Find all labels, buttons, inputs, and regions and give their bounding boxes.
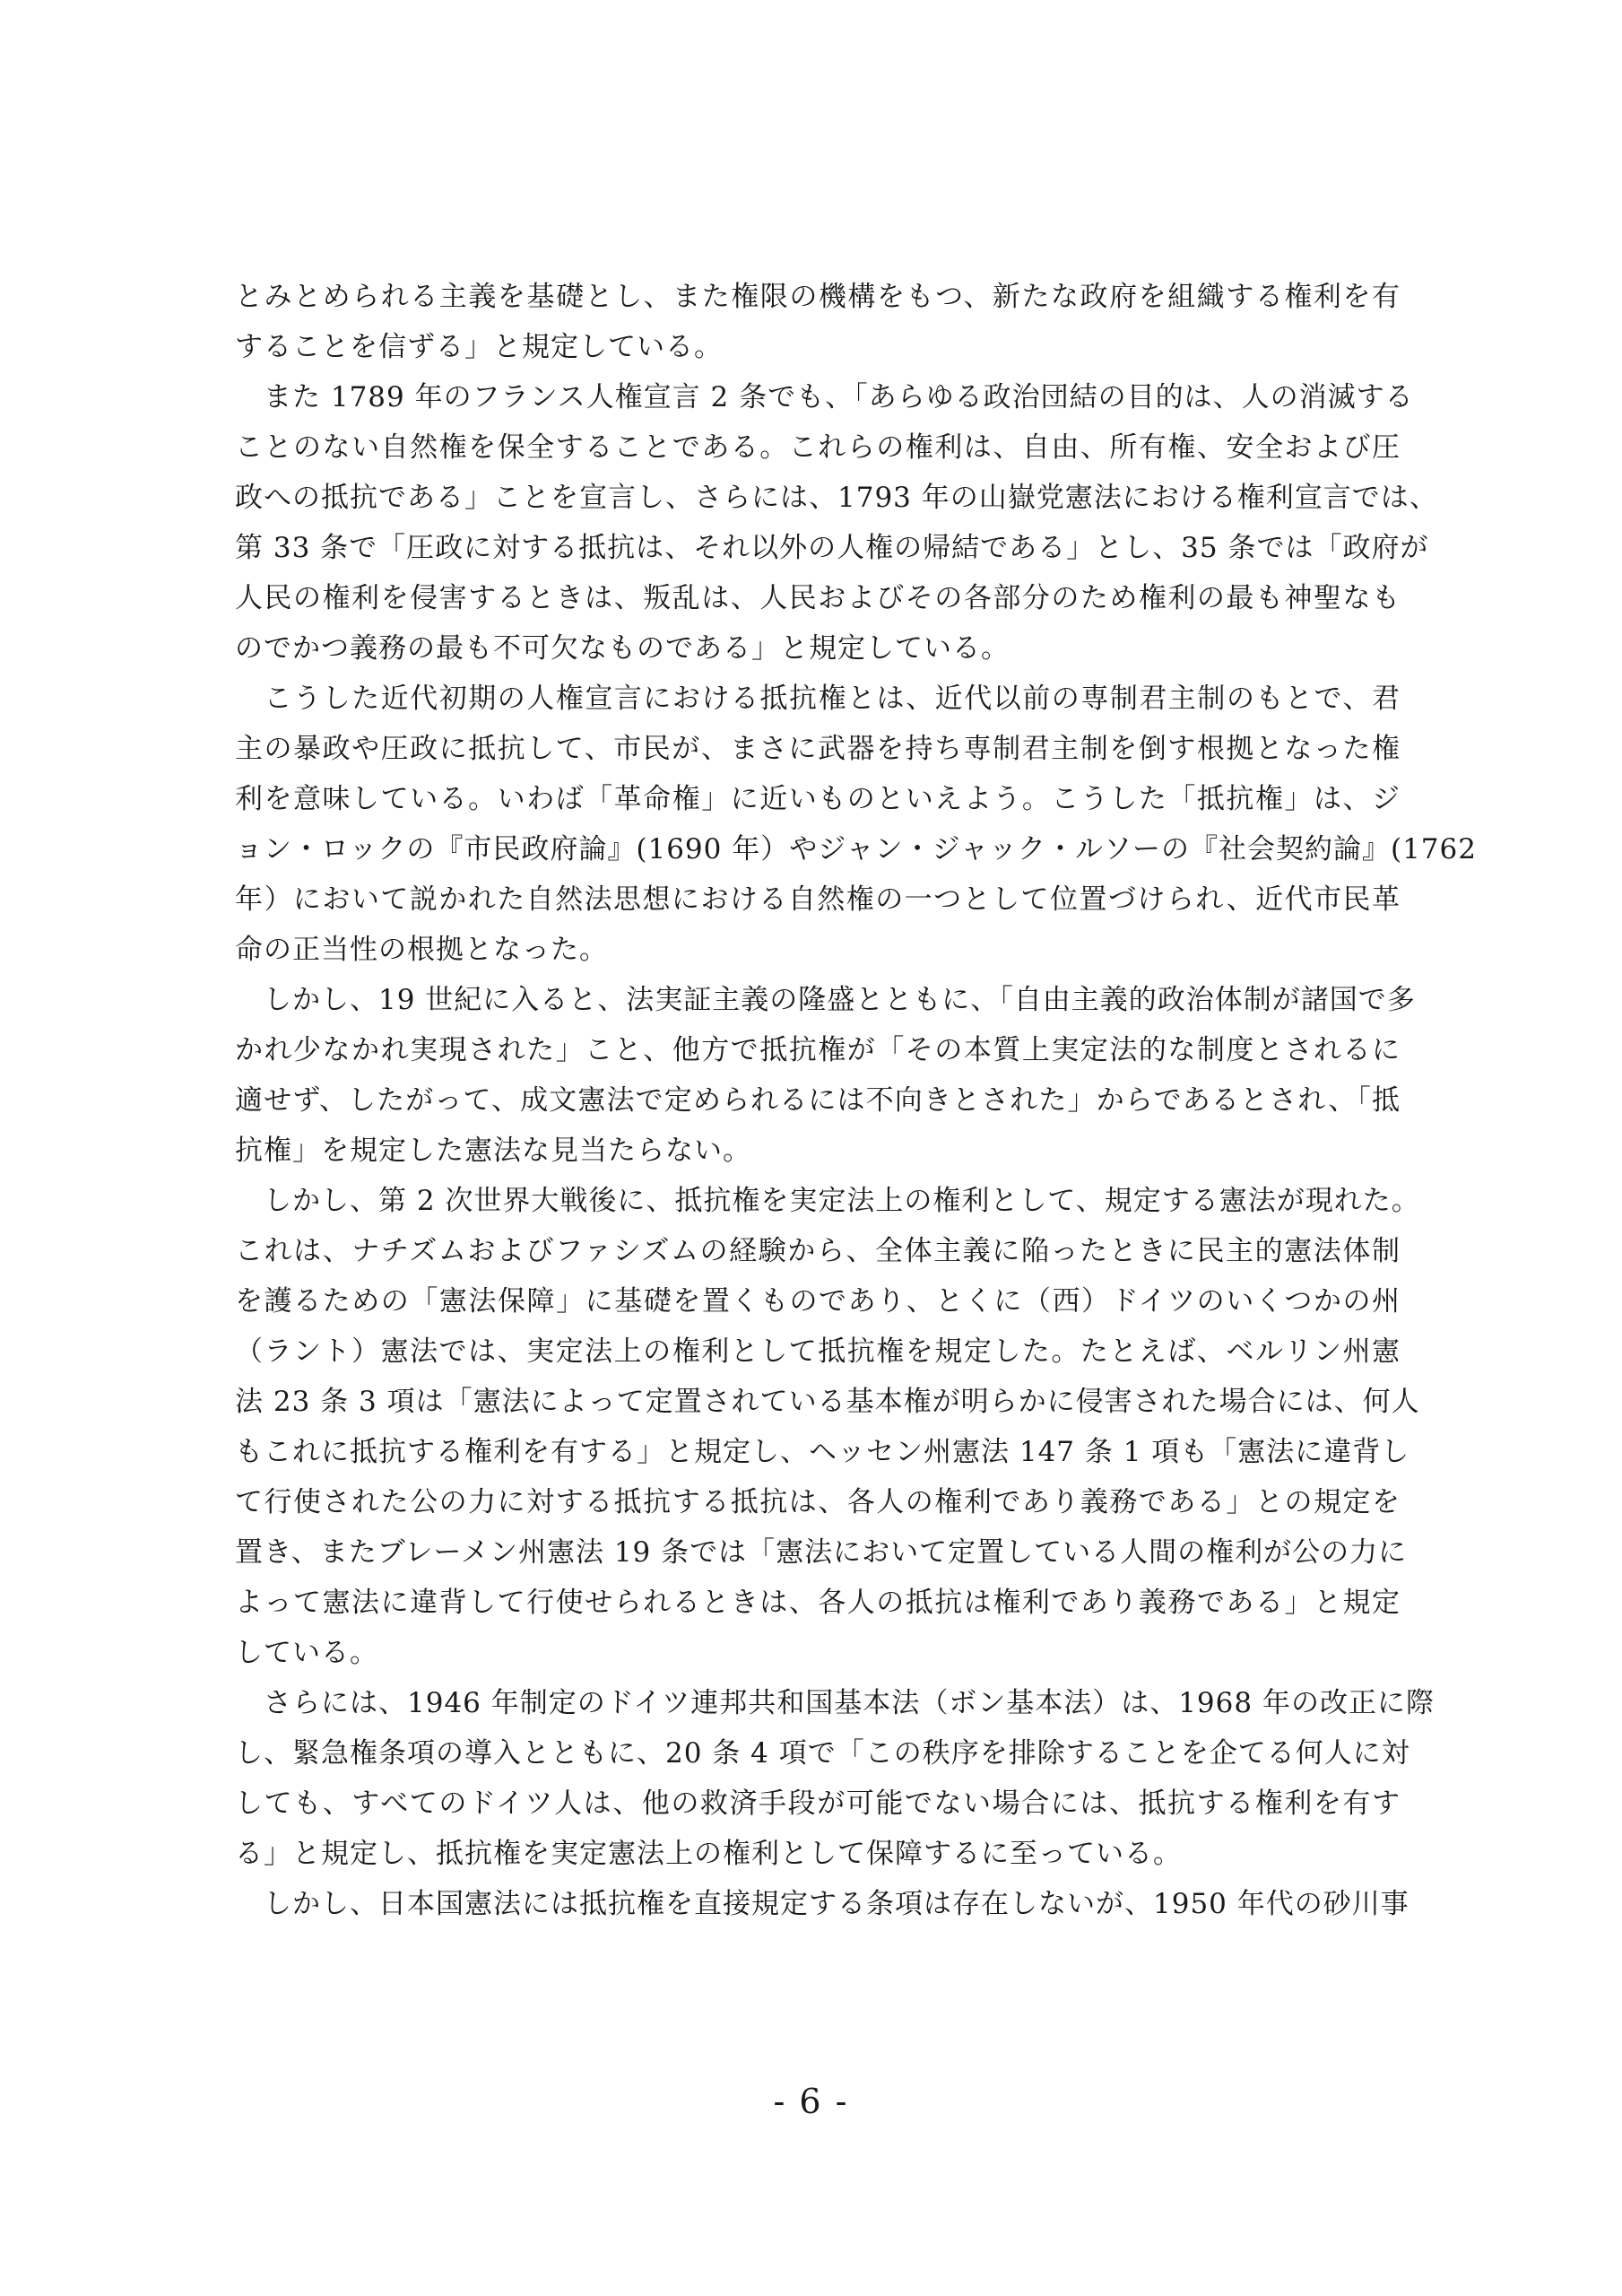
- text-line: 置き、またブレーメン州憲法 19 条では「憲法において定置している人間の権利が公の力に: [235, 1536, 1408, 1569]
- text-line: ョン・ロックの『市民政府論』(1690 年）やジャン・ジャック・ルソーの『社会契約論』(1762: [235, 833, 1477, 865]
- text-line: （ラント）憲法では、実定法上の権利として抵抗権を規定した。たとえば、ベルリン州憲: [235, 1335, 1401, 1368]
- text-line: 年）において説かれた自然法思想における自然権の一つとして位置づけられ、近代市民革: [235, 883, 1401, 916]
- text-line: のでかつ義務の最も不可欠なものである」と規定している。: [235, 632, 1010, 665]
- body-text: [235, 272, 1477, 1929]
- text-line: る」と規定し、抵抗権を実定憲法上の権利として保障するに至っている。: [235, 1838, 1182, 1870]
- text-line: こうした近代初期の人権宣言における抵抗権とは、近代以前の専制君主制のもとで、君: [235, 683, 1401, 715]
- text-line: 抗権」を規定した憲法な見当たらない。: [235, 1135, 751, 1167]
- text-line: とみとめられる主義を基礎とし、また権限の機構をもつ、新たな政府を組織する権利を有: [235, 281, 1401, 313]
- text-line: しかし、19 世紀に入ると、法実証主義の隆盛とともに、「自由主義的政治体制が諸国で多: [235, 984, 1416, 1016]
- text-line: また 1789 年のフランス人権宣言 2 条でも、「あらゆる政治団結の目的は、人の消滅する: [235, 381, 1414, 413]
- text-line: もこれに抵抗する権利を有する」と規定し、ヘッセン州憲法 147 条 1 項も「憲法に違背し: [235, 1436, 1410, 1468]
- text-line: さらには、1946 年制定のドイツ連邦共和国基本法（ボン基本法）は、1968 年の改正に際: [235, 1687, 1435, 1719]
- text-line: これは、ナチズムおよびファシズムの経験から、全体主義に陥ったときに民主的憲法体制: [235, 1235, 1401, 1267]
- text-line: かれ少なかれ実現された」こと、他方で抵抗権が「その本質上実定法的な制度とされるに: [235, 1034, 1401, 1066]
- text-line: しかし、第 2 次世界大戦後に、抵抗権を実定法上の権利として、規定する憲法が現れた。: [235, 1185, 1420, 1217]
- text-line: しかし、日本国憲法には抵抗権を直接規定する条項は存在しないが、1950 年代の砂川事: [235, 1888, 1409, 1920]
- text-line: 第 33 条で「圧政に対する抵抗は、それ以外の人権の帰結である」とし、35 条では「政府が: [235, 532, 1429, 564]
- text-line: 政への抵抗である」ことを宣言し、さらには、1793 年の山嶽党憲法における権利宣言では、: [235, 482, 1438, 514]
- text-line: 法 23 条 3 項は「憲法によって定置されている基本権が明らかに侵害された場合には、何人: [235, 1386, 1420, 1418]
- text-line: 利を意味している。いわば「革命権」に近いものといえよう。こうした「抵抗権」は、ジ: [235, 783, 1401, 815]
- text-line: よって憲法に違背して行使せられるときは、各人の抵抗は権利であり義務である」と規定: [235, 1587, 1401, 1619]
- text-line: し、緊急権条項の導入とともに、20 条 4 項で「この秩序を排除することを企てる何人に対: [235, 1737, 1410, 1770]
- text-line: ことのない自然権を保全することである。これらの権利は、自由、所有権、安全および圧: [235, 431, 1401, 464]
- page-number: - 6 -: [773, 2082, 849, 2121]
- text-line: 命の正当性の根拠となった。: [235, 934, 608, 966]
- text-line: 人民の権利を侵害するときは、叛乱は、人民およびその各部分のため権利の最も神聖なも: [235, 582, 1401, 614]
- text-line: 主の暴政や圧政に抵抗して、市民が、まさに武器を持ち専制君主制を倒す根拠となった権: [235, 733, 1401, 765]
- text-line: て行使された公の力に対する抵抗する抵抗は、各人の権利であり義務である」との規定を: [235, 1486, 1401, 1518]
- text-line: を護るための「憲法保障」に基礎を置くものであり、とくに（西）ドイツのいくつかの州: [235, 1285, 1401, 1318]
- text-line: 適せず、したがって、成文憲法で定められるには不向きとされた」からであるとされ、「抵: [235, 1084, 1401, 1117]
- text-line: しても、すべてのドイツ人は、他の救済手段が可能でない場合には、抵抗する権利を有す: [235, 1787, 1401, 1820]
- text-line: することを信ずる」と規定している。: [235, 331, 723, 363]
- text-line: している。: [235, 1637, 378, 1669]
